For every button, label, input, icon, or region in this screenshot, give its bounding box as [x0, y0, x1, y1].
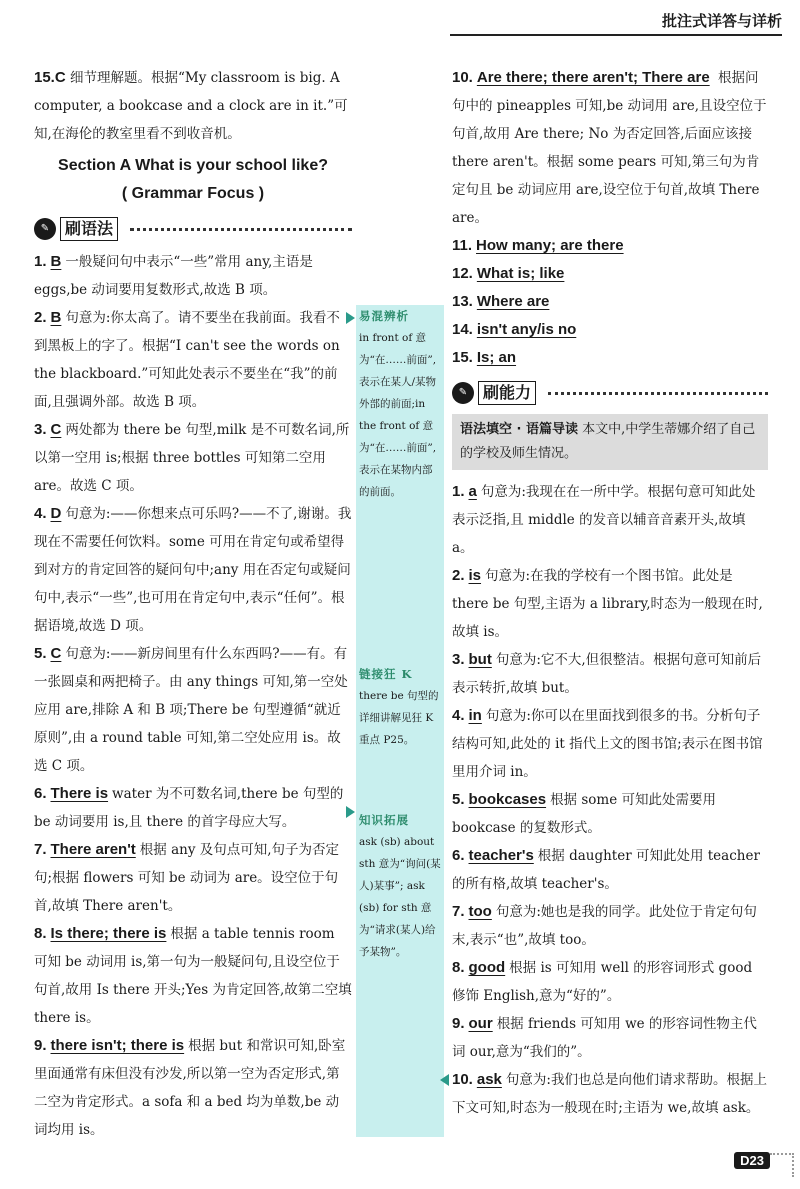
- ability-answer-list: [452, 478, 768, 1122]
- answer-item-15: 15.C 细节理解题。根据“My classroom is big. A computer, a bookcase and a clock are in it.”可知,在海伦的教室里看不到收音机。: [34, 69, 348, 142]
- pen-icon: ✎: [452, 382, 474, 404]
- note-text-link: there be 句型的详细讲解见狂 K 重点 P25。: [359, 690, 439, 746]
- note-text-extension: ask (sb) about sth 意为“询问(某人)某事”; ask (sb) for sth 意为“请求(某人)给予某物”。: [359, 836, 441, 958]
- side-notes: [356, 305, 444, 1137]
- answer-item: 7. too 句意为:她也是我的同学。此处位于肯定句句末,表示“也”,故填 too。: [452, 903, 757, 948]
- answer-item: 13. Where are: [452, 293, 550, 310]
- note-arrow-3: [440, 1074, 449, 1086]
- short-answer-list: [452, 232, 768, 372]
- answer-item: 5. C 句意为:——新房间里有什么东西吗?——有。有一张圆桌和两把椅子。由 any things 可知,第一空处应用 are,排除 A 和 B 项;There be 句型遵循“就近原则”,由 a round table 可知,第二空处应用 is。故选 C 项。: [34, 645, 348, 774]
- section-title: Section A What is your school like?: [58, 157, 328, 174]
- answer-item: 14. isn't any/is no: [452, 321, 577, 338]
- header-rule: [450, 34, 782, 36]
- note-title-link: 链接狂 K: [359, 667, 413, 681]
- left-column: [34, 64, 352, 1144]
- answer-item: 1. a 句意为:我现在在一所中学。根据句意可知此处表示泛指,且 middle 的发音以辅音音素开头,故填 a。: [452, 483, 756, 556]
- answer-item: 8. good 根据 is 可知用 well 的形容词形式 good 修饰 English,意为“好的”。: [452, 959, 753, 1004]
- answer-item: 5. bookcases 根据 some 可知此处需要用 bookcase 的复数形式。: [452, 791, 716, 836]
- answer-item: 12. What is; like: [452, 265, 565, 282]
- pen-icon: ✎: [34, 218, 56, 240]
- page-header: 批注式详答与详析: [661, 12, 782, 30]
- answer-item: 6. There is water 为不可数名词,there be 句型的 be 动词要用 is,且 there 的首字母应大写。: [34, 785, 344, 830]
- answer-item: 8. Is there; there is 根据 a table tennis room 可知 be 动词用 is,第一句为一般疑问句,且设空位于句首,故用 Is there 开头;Yes 为肯定回答,故第二空填 there is。: [34, 925, 352, 1026]
- answer-item: 2. B 句意为:你太高了。请不要坐在我前面。我看不到黑板上的字了。根据“I can't see the words on the blackboard.”可知此处表示不要坐在“我”的前面,且强调外部。故选 B 项。: [34, 309, 340, 410]
- answer-item: 9. there isn't; there is 根据 but 和常识可知,卧室里面通常有床但没有沙发,所以第一空为否定形式,第二空为肯定形式。a sofa 和 a bed 均为单数,be 动词均用 is。: [34, 1037, 346, 1138]
- grammar-answer-list: [34, 248, 352, 1144]
- section-subtitle: ( Grammar Focus ): [121, 185, 265, 202]
- note-arrow-1: [346, 312, 355, 324]
- answer-item: 4. in 句意为:你可以在里面找到很多的书。分析句子结构可知,此处的 it 指代上文的图书馆;表示在图书馆里用介词 in。: [452, 707, 763, 780]
- answer-item: 15. Is; an: [452, 349, 517, 366]
- answer-item: 4. D 句意为:——你想来点可乐吗?——不了,谢谢。我现在不需要任何饮料。some 可用在肯定句或希望得到对方的肯定回答的疑问句中;any 用在否定句或疑问句中,表示“一些”,也可用在肯定句中,表示“任何”。根据语境,故选 D 项。: [34, 505, 352, 634]
- answer-item-10: 10. Are there; there aren't; There are 根据问句中的 pineapples 可知,be 动词用 are,且设空位于句首,故用 Are there; No 为否定回答,后面应该接 there aren't。根据 some pears 可知,第三句为肯定句且 be 动词应用 are,设空位于句首,故填 There are。: [452, 69, 767, 226]
- note-title-extension: 知识拓展: [359, 813, 409, 827]
- note-title-confusion: 易混辨析: [359, 309, 409, 323]
- answer-item: 3. but 句意为:它不大,但很整洁。根据句意可知前后表示转折,故填 but。: [452, 651, 762, 696]
- answer-item: 3. C 两处都为 there be 句型,milk 是不可数名词,所以第一空用 is;根据 three bottles 可知第二空用 are。故选 C 项。: [34, 421, 350, 494]
- reading-guide: 语法填空 · 语篇导读 本文中,中学生蒂娜介绍了自己的学校及师生情况。: [452, 414, 768, 470]
- note-arrow-2: [346, 806, 355, 818]
- page-number: D23: [734, 1152, 770, 1169]
- answer-item: 9. our 根据 friends 可知用 we 的形容词性物主代词 our,意为“我们的”。: [452, 1015, 757, 1060]
- answer-item: 1. B 一般疑问句中表示“一些”常用 any,主语是 eggs,be 动词要用复数形式,故选 B 项。: [34, 253, 313, 298]
- right-column: [452, 64, 768, 1122]
- note-text-confusion: in front of 意为“在……前面”,表示在某人/某物外部的前面;in the front of 意为“在……前面”,表示在某物内部的前面。: [359, 332, 437, 498]
- grammar-tag: ✎ 刷语法: [34, 214, 352, 244]
- answer-item: 11. How many; are there: [452, 237, 624, 254]
- answer-item: 2. is 句意为:在我的学校有一个图书馆。此处是 there be 句型,主语为 a library,时态为一般现在时,故填 is。: [452, 567, 763, 640]
- answer-item: 6. teacher's 根据 daughter 可知此处用 teacher 的所有格,故填 teacher's。: [452, 847, 760, 892]
- corner-mark: [770, 1153, 794, 1177]
- ability-tag: ✎ 刷能力: [452, 378, 768, 408]
- answer-item: 10. ask 句意为:我们也总是向他们请求帮助。根据上下文可知,时态为一般现在时;主语为 we,故填 ask。: [452, 1071, 767, 1116]
- answer-item: 7. There aren't 根据 any 及句点可知,句子为否定句;根据 flowers 可知 be 动词为 are。设空位于句首,故填 There aren't。: [34, 841, 340, 914]
